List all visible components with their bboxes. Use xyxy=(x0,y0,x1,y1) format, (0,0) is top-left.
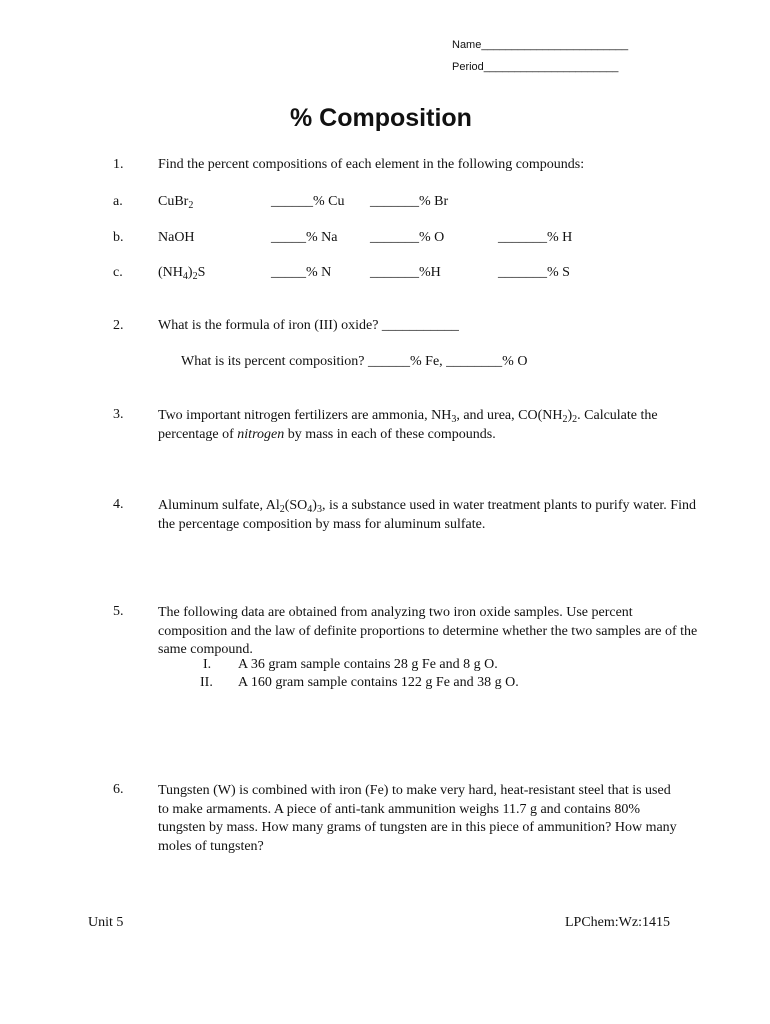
q1-number: 1. xyxy=(113,157,124,172)
q3-number: 3. xyxy=(113,407,124,422)
q2-number: 2. xyxy=(113,318,124,333)
q5-text: The following data are obtained from analyzing two iron oxide samples. Use percent composition and the law of definite proportions to determine whether the two samples are of the same compound. xyxy=(158,605,698,657)
q1c-letter: c. xyxy=(113,265,123,280)
q6-text: Tungsten (W) is combined with iron (Fe) to make very hard, heat-resistant steel that is used to make armaments. A piece of anti-tank ammunition weighs 11.7 g and contains 80% tungsten by mass. How many grams of tungsten are in this piece of ammunition? How many moles of tungsten? xyxy=(158,783,677,854)
q1-prompt: Find the percent compositions of each element in the following compounds: xyxy=(158,157,585,172)
q3-text: Two important nitrogen fertilizers are ammonia, $NH_3$, and urea, $CO(NH_2)_2$. Calculate the percentage of nitrogen by mass in each of these compounds. xyxy=(158,408,658,442)
q5-item-2-roman: II. xyxy=(200,675,213,690)
footer-code: LPChem:Wz:1415 xyxy=(565,915,670,930)
q5-item-2-text: A 160 gram sample contains 122 g Fe and 38 g O. xyxy=(238,675,519,690)
q1a-blank-br: _______% Br xyxy=(370,194,449,209)
page-title: % Composition xyxy=(290,104,472,132)
footer-unit: Unit 5 xyxy=(88,915,124,930)
name-field-label: Name________________________ xyxy=(452,39,629,51)
q5-item-1-roman: I. xyxy=(203,657,212,672)
q5-number: 5. xyxy=(113,604,124,619)
q1c-blank-h: _______%H xyxy=(370,265,441,280)
q1a-blank-cu: ______% Cu xyxy=(271,194,345,209)
q2-line1: What is the formula of iron (III) oxide? ___________ xyxy=(158,318,459,333)
q1c-blank-s: _______% S xyxy=(498,265,570,280)
period-field-label: Period______________________ xyxy=(452,61,619,73)
q1b-letter: b. xyxy=(113,230,124,245)
q1c-formula: $(NH_4)_2S$ xyxy=(158,265,206,282)
q1b-blank-na: _____% Na xyxy=(271,230,338,245)
q5-item-1-text: A 36 gram sample contains 28 g Fe and 8 g O. xyxy=(238,657,498,672)
q1c-blank-n: _____% N xyxy=(271,265,332,280)
q1b-formula: NaOH xyxy=(158,230,195,245)
q1b-blank-h: _______% H xyxy=(498,230,573,245)
q1b-blank-o: _______% O xyxy=(370,230,445,245)
q6-number: 6. xyxy=(113,782,124,797)
q4-text: Aluminum sulfate, $Al_2(SO_4)_3$, is a substance used in water treatment plants to purify water. Find the percentage composition by mass for aluminum sulfate. xyxy=(158,498,696,532)
q2-line2: What is its percent composition? ______% Fe, ________% O xyxy=(181,354,528,369)
q4-number: 4. xyxy=(113,497,124,512)
q1a-formula: CuBr$_2$ xyxy=(158,194,194,211)
q1a-letter: a. xyxy=(113,194,123,209)
